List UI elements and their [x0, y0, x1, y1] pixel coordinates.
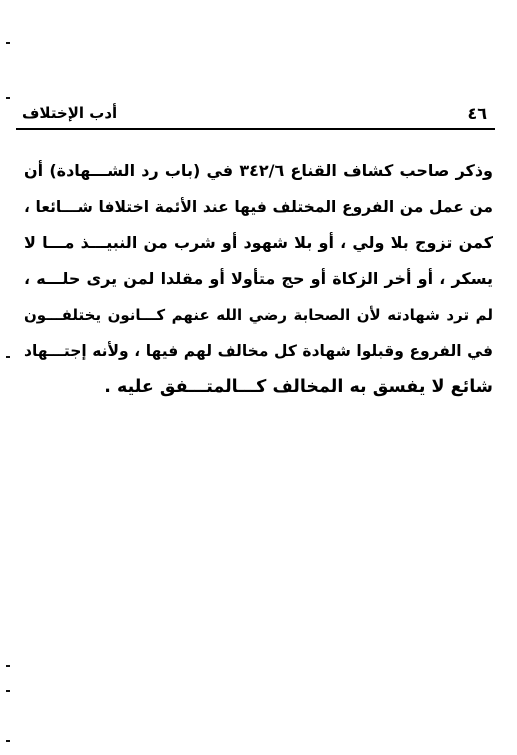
scan-mark	[6, 42, 10, 44]
body-text	[24, 153, 493, 405]
text-line: شائع لا يفسق به المخالف كـــالمتـــفق عليه .	[104, 377, 493, 397]
header-rule	[16, 128, 495, 130]
scan-mark	[6, 97, 10, 99]
scan-mark	[6, 690, 10, 692]
scan-mark	[6, 740, 10, 742]
running-title: أدب الإختلاف	[22, 104, 118, 122]
text-line: في الفروع وقبلوا شهادة كل مخالف لهم فيها ، ولأنه إجتـــهاد	[24, 342, 493, 360]
text-line: من عمل من الفروع المختلف فيها عند الأئمة اختلافا شـــائعا ،	[24, 198, 493, 216]
text-line: يسكر ، أو أخر الزكاة أو حج متأولا أو مقلدا لمن يرى حلـــه ،	[24, 269, 493, 288]
text-line: لم ترد شهادته لأن الصحابة رضي الله عنهم كـــانون يختلفـــون	[24, 306, 493, 324]
running-header	[22, 104, 495, 128]
scan-mark	[6, 356, 10, 358]
text-line: كمن تزوج بلا ولي ، أو بلا شهود أو شرب من النبيـــذ مـــا لا	[24, 233, 493, 252]
text-line: وذكر صاحب كشاف القناع ٣٤٢/٦ في (باب رد الشـــهادة) أن	[24, 161, 493, 180]
scan-mark	[6, 665, 10, 667]
page-number: ٤٦	[467, 104, 487, 123]
